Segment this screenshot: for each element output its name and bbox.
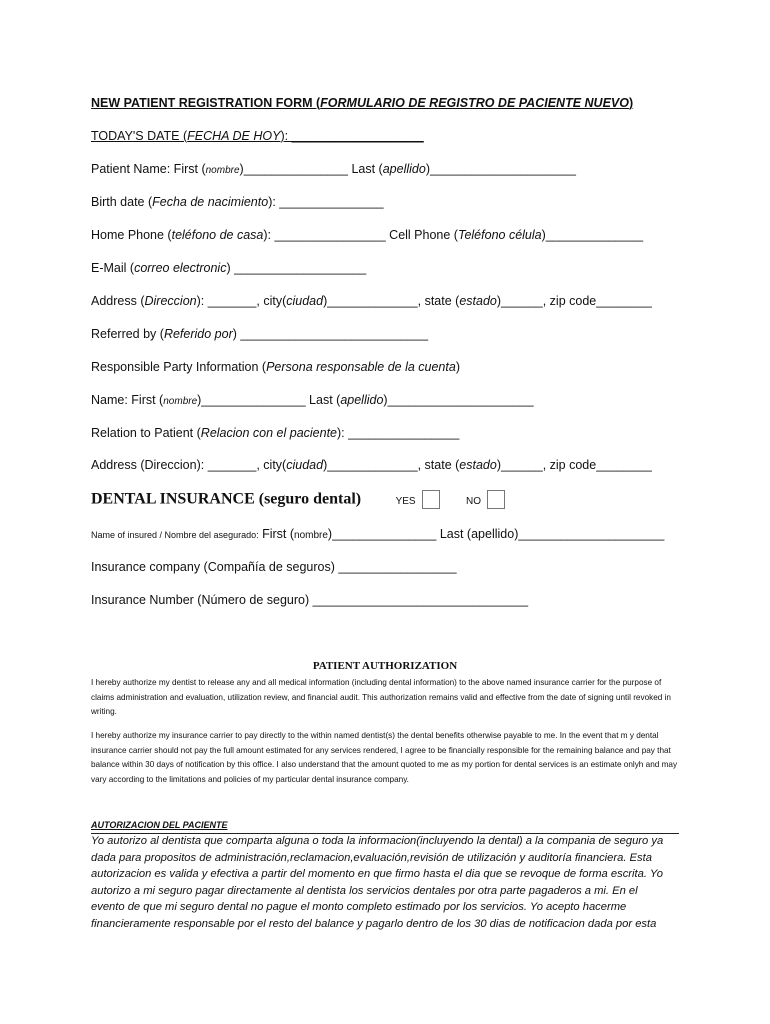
authorization-paragraph-2: I hereby authorize my insurance carrier to pay directly to the within named dentist(s) the dental benefits otherwise payable to me. In the event that m y dental insurance carrier should not pay the full amount estimated for any services rendered, I agree to be financially responsible for the remaining balance and pay that balance within 30 days of notification by this office. I also understand that the amount quoted to me as my portion for dental services is an estimate onlyh and may vary according to the limitations and policies of my particular dental insurance company.	[91, 731, 678, 785]
yes-label: YES	[395, 495, 416, 507]
referred-by-field[interactable]	[91, 327, 428, 341]
text-line: financieramente responsable por el resto del balance y pagarlo dentro de los 30 dias de notificacion dada por esta	[91, 917, 657, 930]
responsible-name-field[interactable]	[91, 393, 534, 407]
blank: ) ___________________________	[232, 327, 429, 341]
label: Relation to Patient (	[91, 426, 201, 440]
blank-last: )_____________________	[383, 393, 534, 407]
address-field[interactable]	[91, 294, 652, 308]
blank: ): _______, city(	[196, 294, 287, 308]
label-es: Direccion	[144, 294, 197, 308]
yes-checkbox[interactable]	[422, 490, 440, 509]
spanish-authorization-text	[91, 833, 683, 932]
blank: ) ___________________	[226, 261, 367, 275]
label: Insurance Number (Número de seguro) _______________________________	[91, 593, 529, 607]
no-checkbox[interactable]	[487, 490, 505, 509]
insurance-number-field[interactable]	[91, 593, 528, 607]
relation-field[interactable]	[91, 426, 459, 440]
dental-insurance-row	[91, 490, 505, 509]
label: Referred by (	[91, 327, 164, 341]
label-es: Fecha de nacimiento	[152, 195, 269, 209]
text-line: dada para propositos de administración,reclamacion,evaluación,revisión de utilización y auditoría financiera. Esta	[91, 851, 652, 864]
label-es: Teléfono célula	[457, 228, 542, 242]
label: TODAY'S DATE (	[91, 129, 188, 143]
email-field[interactable]	[91, 261, 366, 275]
label: Patient Name: First (	[91, 162, 206, 176]
blank-home: ): ________________ Cell Phone (	[263, 228, 458, 242]
text-line: Yo autorizo al dentista que comparta alguna o toda la informacion(incluyendo la dental) a la compania de seguro ya	[91, 835, 664, 847]
text-line: evento de que mi seguro dental no pague el monto completo estimado por los servicios. Yo acepto hacerme	[91, 901, 627, 913]
label: Name: First (	[91, 393, 164, 407]
blank: ): ________________	[337, 426, 460, 440]
blank: )______, zip code________	[496, 458, 652, 472]
label-es: apellido	[382, 162, 426, 176]
label: Insurance company (Compañía de seguros) _________________	[91, 560, 457, 574]
dental-insurance-heading: DENTAL INSURANCE (seguro dental)	[91, 490, 362, 508]
label-first: First (	[258, 527, 295, 541]
blank: )_____________, state (	[323, 458, 460, 472]
label-es: nombre	[205, 165, 240, 176]
blank: )_____________, state (	[323, 294, 460, 308]
label: Address (	[91, 294, 145, 308]
label-es: nombre	[294, 530, 328, 541]
phone-fields[interactable]	[91, 228, 643, 242]
blank-first: )_______________ Last (	[197, 393, 341, 407]
label-es: ciudad	[286, 458, 324, 472]
blank: ): ___________________	[280, 129, 424, 143]
title-spanish: FORMULARIO DE REGISTRO DE PACIENTE NUEVO	[320, 96, 629, 110]
label-es: Persona responsable de la cuenta	[266, 360, 456, 374]
title-close: )	[628, 96, 634, 110]
blank-cell: )______________	[541, 228, 644, 242]
blank-last: )_____________________	[425, 162, 576, 176]
authorization-title: PATIENT AUTHORIZATION	[312, 660, 458, 672]
blank: ): _______________	[268, 195, 384, 209]
no-label: NO	[466, 495, 482, 507]
label-es: correo electronic	[134, 261, 227, 275]
label-es: Referido por	[163, 327, 233, 341]
label-es: FECHA DE HOY	[187, 129, 281, 143]
title-main: NEW PATIENT REGISTRATION FORM (	[91, 96, 321, 110]
blank: )______, zip code________	[496, 294, 652, 308]
form-title	[91, 96, 633, 110]
label: Birth date (	[91, 195, 153, 209]
blank-first: )_______________ Last (	[239, 162, 383, 176]
spanish-authorization-title: AUTORIZACION DEL PACIENTE	[91, 820, 228, 830]
label-es: Relacion con el paciente	[200, 426, 337, 440]
label: E-Mail (	[91, 261, 135, 275]
label-es: nombre	[163, 396, 198, 407]
blank: )_______________ Last (apellido)_____________________	[327, 527, 665, 541]
patient-name-field[interactable]	[91, 162, 576, 176]
label: Home Phone (	[91, 228, 172, 242]
responsible-address-field[interactable]	[91, 458, 652, 472]
label-es: estado	[459, 294, 497, 308]
text-line: autorizacion es valida y efectiva a partir del momento en que firmo hasta el dia que se revoque de forma escrita. Yo	[91, 868, 663, 880]
label-es: apellido	[340, 393, 384, 407]
label-close: )	[455, 360, 460, 374]
text-line: autorizo a mi seguro pagar directamente al dentista los servicios dentales por otra parte pagaderos a mi. En el	[91, 884, 638, 897]
label: Responsible Party Information (	[91, 360, 267, 374]
label-es: teléfono de casa	[171, 228, 264, 242]
authorization-paragraph-1: I hereby authorize my dentist to release any and all medical information (including dental information) to the above named insurance carrier for the purpose of claims administration and evaluation, utilization review, and financial audit. This authorization remains valid and effective from the date of signing until revoked in writing.	[91, 678, 671, 717]
responsible-party-heading	[91, 360, 460, 374]
birth-date-field[interactable]	[91, 195, 384, 209]
label: Name of insured / Nombre del asegurado:	[91, 530, 259, 540]
label: Address (Direccion): _______, city(	[91, 458, 287, 472]
insurance-company-field[interactable]	[91, 560, 457, 574]
label-es: estado	[459, 458, 497, 472]
insured-name-field[interactable]	[91, 527, 664, 541]
todays-date-field[interactable]	[91, 129, 424, 143]
label-es: ciudad	[286, 294, 324, 308]
